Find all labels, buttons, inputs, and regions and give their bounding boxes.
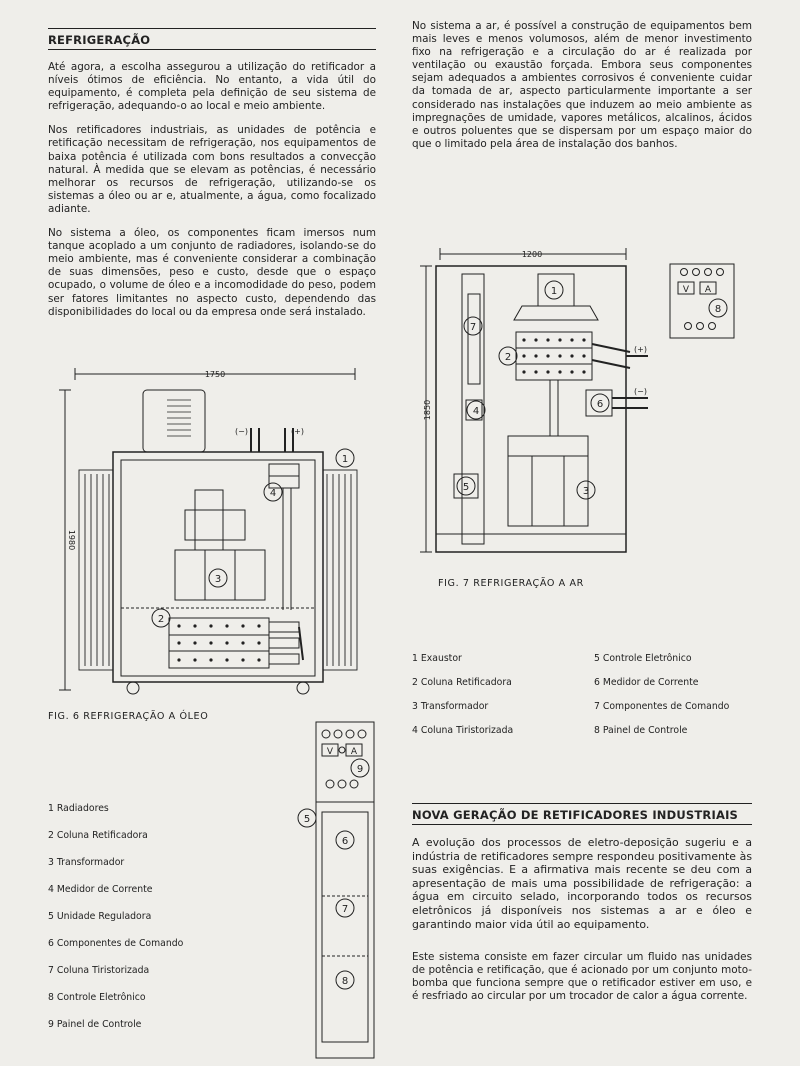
figure-7-legend-right: [594, 647, 729, 743]
legend-item: 4 Medidor de Corrente: [48, 884, 153, 895]
paragraph: Até agora, a escolha assegurou a utilização do retificador a níveis ótimos de eficiência. No entanto, a vida útil do equipamento, é completa pela definição de seu sistema de refrigeração, adequando-o ao local e meio ambiente.: [48, 61, 376, 113]
label-v: V: [682, 285, 690, 295]
legend-item: 3 Transformador: [412, 701, 489, 712]
label-4: 4: [472, 406, 480, 417]
paragraph: No sistema a ar, é possível a construção de equipamentos bem mais leves e menos volumosos, além de menor investimento fixo na refrigeração e a circulação do ar é realizada por ventilação ou exaustão forçada. Embora seus componentes sejam adequados a ambientes corrosivos é conveniente cuidar da tomada de ar, aspecto particularmente importante a ser considerado nas instalações que induzem ao meio ambiente as impregnações de umidade, vapores metálicos, alcalinos, ácidos e outros poluentes que se dispersam por um espaço maior do que o limitado pela área de instalação dos banhos.: [412, 20, 752, 150]
figure-6-oil-cooled-diagram: [55, 360, 375, 700]
figure-7-air-cooled-diagram: [412, 240, 752, 570]
label-8: 8: [341, 976, 349, 987]
section-nova-geracao: [412, 803, 752, 1015]
legend-item: 1 Exaustor: [412, 653, 462, 664]
label-7: 7: [469, 322, 477, 333]
legend-item: 8 Painel de Controle: [594, 725, 688, 736]
legend-item: 9 Painel de Controle: [48, 1019, 142, 1030]
legend-item: 8 Controle Eletrônico: [48, 992, 146, 1003]
paragraph: Este sistema consiste em fazer circular um fluido nas unidades de potência e retificação, que é acionado por um conjunto moto-bomba que funciona sempre que o retificador estiver em uso, e é resfriado ao circular por um trocador de calor a água corrente.: [412, 951, 752, 1003]
legend-item: 7 Coluna Tiristorizada: [48, 965, 150, 976]
figure-7-caption: FIG. 7 REFRIGERAÇÃO A AR: [438, 578, 584, 589]
minus-label: (−): [235, 427, 248, 436]
left-column: [48, 28, 376, 330]
dimension-width-label: 1200: [521, 250, 543, 259]
plus-label: (+): [634, 345, 647, 354]
legend-item: 2 Coluna Retificadora: [48, 830, 148, 841]
label-6: 6: [341, 836, 349, 847]
label-a: A: [704, 285, 712, 295]
legend-item: 5 Unidade Reguladora: [48, 911, 152, 922]
plus-label: (+): [291, 427, 304, 436]
label-3: 3: [582, 486, 590, 497]
legend-item: 5 Controle Eletrônico: [594, 653, 692, 664]
legend-item: 6 Componentes de Comando: [48, 938, 184, 949]
figure-7-legend-left: [412, 647, 513, 743]
figure-6-caption: FIG. 6 REFRIGERAÇÃO A ÓLEO: [48, 711, 209, 722]
label-6: 6: [596, 399, 604, 410]
legend-item: 7 Componentes de Comando: [594, 701, 730, 712]
label-3: 3: [214, 574, 222, 585]
label-1: 1: [550, 286, 558, 297]
label-v: V: [326, 747, 334, 757]
label-a: A: [350, 747, 358, 757]
label-5: 5: [303, 814, 311, 825]
legend-item: 3 Transformador: [48, 857, 125, 868]
label-9: 9: [356, 764, 364, 775]
figure-6-legend: [48, 795, 183, 1038]
legend-item: 1 Radiadores: [48, 803, 109, 814]
legend-item: 2 Coluna Retificadora: [412, 677, 512, 688]
label-2: 2: [157, 614, 165, 625]
dimension-width-label: 1750: [204, 370, 226, 379]
legend-item: 4 Coluna Tiristorizada: [412, 725, 514, 736]
section-heading-nova-geracao: NOVA GERAÇÃO DE RETIFICADORES INDUSTRIAIS: [412, 803, 752, 825]
paragraph: No sistema a óleo, os componentes ficam imersos num tanque acoplado a um conjunto de radiadores, isolando-se do meio ambiente, mas é conveniente considerar a combinação de suas dimensões, peso e custo, desde que o espaço ocupado, o volume de óleo e a incomodidade do peso, podem ser fatores limitantes no aspecto custo, dependendo das disponibilidades do local ou da empresa onde será instalado.: [48, 227, 376, 318]
paragraph: Nos retificadores industriais, as unidades de potência e retificação necessitam de refrigeração, nos equipamentos de baixa potência é utilizada com bons resultados a convecção natural. À medida que se elevam as potências, é necessário melhorar os recursos de refrigeração, utilizando-se os sistemas a óleo ou ar e, atualmente, a água, como focalizado adiante.: [48, 124, 376, 215]
dimension-height-label: 1980: [67, 529, 76, 551]
legend-item: 6 Medidor de Corrente: [594, 677, 699, 688]
paragraph: A evolução dos processos de eletro-deposição sugeriu e a indústria de retificadores sempre respondeu positivamente às suas exigências. E a afirmativa mais recente se deu com a apresentação de mais uma possibilidade de refrigeração: a água em circuito selado, incorporando todos os recursos eletrônicos já disponíveis nos sistemas a ar e óleo e garantindo maior vida útil ao equipamento.: [412, 836, 752, 931]
dimension-height-label: 1850: [423, 399, 432, 421]
label-4: 4: [269, 488, 277, 499]
minus-label: (−): [634, 387, 647, 396]
label-1: 1: [341, 454, 349, 465]
label-5: 5: [462, 482, 470, 493]
label-2: 2: [504, 352, 512, 363]
label-8: 8: [714, 304, 722, 315]
right-column: [412, 20, 752, 162]
figure-6-cabinet-diagram: [290, 720, 390, 1060]
label-7: 7: [341, 904, 349, 915]
section-heading-refrigeracao: REFRIGERAÇÃO: [48, 28, 376, 50]
